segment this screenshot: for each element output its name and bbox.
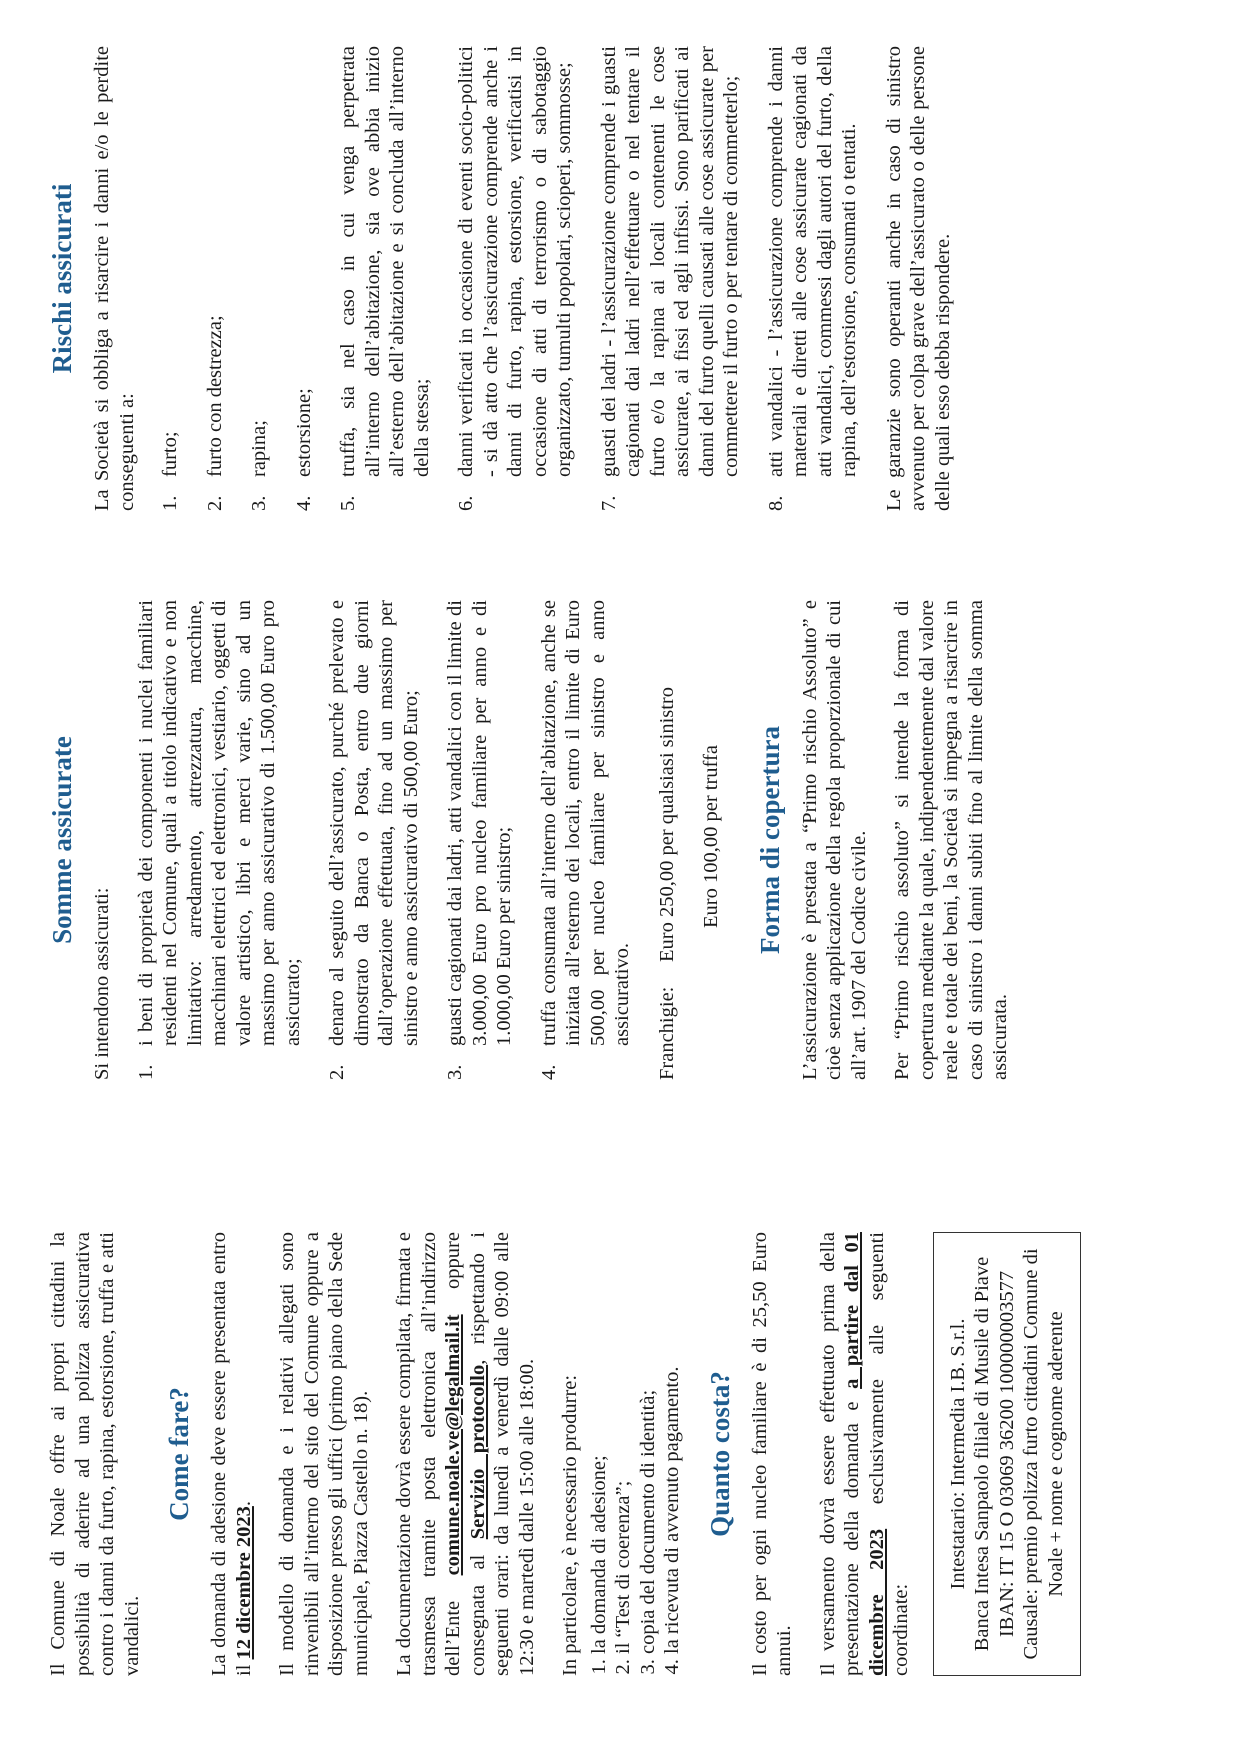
protocol-office: Servizio protocollo (466, 1364, 489, 1540)
item-number: 2. (203, 495, 226, 511)
item-number: 1. (134, 1064, 157, 1080)
cost-paragraph: Il costo per ogni nucleo familiare è di 25,50 Euro annui. (748, 1232, 795, 1676)
item-number: 7. (597, 495, 620, 511)
item-text: denaro al seguito dell’assicurato, purché prelevato e dimostrato da Banca o Posta, entro due giorni dall’operazione effettuata, fino ad un massimo per sinistro e anno assicurativo di 500,00 Euro; (326, 600, 422, 1046)
submission-mid: oppure consegnata al (442, 1232, 489, 1676)
bank-iban: IBAN: IT 15 O 03069 36200 100000003577 (995, 1270, 1018, 1638)
documents-list (587, 1232, 685, 1676)
item-text: rapina; (248, 420, 270, 477)
list-item (336, 46, 434, 511)
rischi-outro: Le garanzie sono operanti anche in caso di sinistro avvenuto per colpa grave dell’assicurato o delle persone delle quali esso debba rispondere. (882, 46, 954, 511)
item-number: 3. (248, 495, 270, 511)
list-item (537, 600, 635, 1080)
deadline-text: La domanda di adesione deve essere presentata entro il (208, 1232, 255, 1676)
item-text: guasti dei ladri - l’assicurazione comprende i guasti cagionati dai ladri nell’effettuare o nel tentare il furto e/o la rapina ai locali contenenti le cose assicurate, ai fissi ed agli infissi. Sono parificati ai danni del furto quelli causati alle cose assicurate per commettere il furto o per tentare di commetterlo; (597, 46, 742, 477)
column-middle (46, 600, 1032, 1080)
deadline-end: . (232, 1500, 255, 1507)
come-fare-heading: Come fare? (164, 1387, 194, 1521)
item-number: 3. (444, 1064, 466, 1080)
franchigia-general: Euro 250,00 per qualsiasi sinistro (655, 686, 678, 962)
bank-details-box (933, 1232, 1082, 1676)
item-text: truffa, sia nel caso in cui venga perpetrata all’interno dell’abitazione, sia ove abbia inizio all’esterno dell’abitazione e si concluda all’interno della stessa; (337, 46, 433, 477)
list-item (292, 46, 317, 511)
deadline-date: 12 dicembre 2023 (232, 1506, 255, 1660)
list-item (203, 46, 228, 511)
item-text: i beni di proprietà dei componenti i nuclei familiari residenti nel Comune, quali a titolo indicativo e non limitativo: arredamento, attrezzatura, macchine, macchinari elettrici ed elettronici, vestiario, oggetti di valore artistico, libri e merci varie, sino ad un massimo per anno assicurativo di 1.500,00 Euro pro assicurato; (134, 600, 304, 1046)
item-text: atti vandalici - l’assicurazione comprende i danni materiali e diretti alle cose assicurate cagionati da atti vandalici, commessi dagli autori del furto, della rapina, dell’estorsione, consumati o tentati. (764, 46, 860, 477)
rischi-assicurati-heading: Rischi assicurati (47, 183, 77, 374)
column-left (46, 1232, 1081, 1676)
submission-hours: , rispettando i seguenti orari: da lunedì a venerdì dalle 09:00 alle 12:30 e martedì dalle 15:00 alle 18:00. (466, 1232, 538, 1676)
bank-branch: Banca Intesa Sanpaolo filiale di Musile di Piave (971, 1256, 993, 1652)
somme-assicurate-heading: Somme assicurate (47, 736, 77, 944)
item-text: furto con destrezza; (203, 315, 226, 477)
item-number: 2. (326, 1064, 348, 1080)
item-number: 5. (337, 495, 359, 511)
list-item (325, 600, 423, 1080)
payment-end: esclusivamente alle seguenti coordinate: (865, 1232, 912, 1676)
franchigie-label: Franchigie: (655, 986, 678, 1080)
forms-paragraph: Il modello di domanda e i relativi allegati sono rinvenibili all’interno del sito del Comune oppure a disposizione presso gli uffici (primo piano della Sede municipale, Piazza Castello n. 18). (276, 1232, 372, 1676)
item-number: 4. (292, 495, 315, 511)
submission-text: La documentazione dovrà essere compilata, firmata e trasmessa tramite posta elettronica all’indirizzo dell’Ente (393, 1232, 464, 1676)
payment-paragraph (816, 1232, 914, 1676)
bank-holder: Intestatario: Intermedia I.B. S.r.l. (946, 1318, 969, 1590)
item-number: 8. (764, 495, 787, 511)
list-item (247, 46, 272, 511)
column-right (46, 46, 974, 511)
item-text: danni verificati in occasione di eventi socio-politici - si dà atto che l’assicurazione comprende anche i danni di furto, rapina, estorsione, verificatisi in occasione di atti di terrorismo o di sabotaggio organizzato, tumulti popolari, scioperi, sommosse; (455, 46, 575, 477)
list-item: 3. copia del documento di identità; (636, 1232, 661, 1654)
item-text: guasti cagionati dai ladri, atti vandalici con il limite di 3.000,00 Euro pro nucleo familiare per anno e di 1.000,00 Euro per sinistro; (444, 600, 515, 1046)
forma-copertura-heading: Forma di copertura (754, 726, 785, 954)
item-number: 4. (537, 1064, 560, 1080)
submission-paragraph (392, 1232, 539, 1676)
list-item: 1. la domanda di adesione; (587, 1232, 612, 1654)
item-number: 6. (455, 495, 477, 511)
quanto-costa-heading: Quanto costa? (704, 1371, 735, 1537)
intro-paragraph: Il Comune di Noale offre ai propri cittadini la possibilità di aderire ad una polizza assicurativa contro i danni da furto, rapina, estorsione, truffa e atti vandalici. (47, 1232, 143, 1676)
list-item (134, 600, 306, 1080)
somme-intro: Si intendono assicurati: (91, 887, 113, 1080)
rischi-list (158, 46, 862, 511)
deadline-paragraph (207, 1232, 256, 1676)
payment-start-date: a partire dal 01 dicembre 2023 (841, 1232, 888, 1676)
item-text: furto; (159, 431, 181, 477)
franchigie-row (655, 600, 680, 1080)
payment-text: Il versamento dovrà essere effettuato prima della presentazione della domanda e (816, 1232, 863, 1676)
list-item: 4. la ricevuta di avvenuto pagamento. (660, 1232, 685, 1654)
list-item: 2. il “Test di coerenza”; (611, 1232, 636, 1654)
pec-email-link[interactable]: comune.noale.ve@legalmail.it (442, 1314, 464, 1576)
list-item (158, 46, 183, 511)
item-text: estorsione; (292, 388, 315, 477)
list-item (597, 46, 744, 511)
list-item (454, 46, 577, 511)
forma-paragraph-2: Per “Primo rischio assoluto” si intende la forma di copertura mediante la quale, indipendentemente dal valore reale e totale dei beni, la Società si impegna a risarcire in caso di sinistro i danni subiti fino al limite della somma assicurata. (891, 600, 1011, 1080)
list-item (443, 600, 517, 1080)
list-item (764, 46, 862, 511)
franchigia-truffa: Euro 100,00 per truffa (700, 745, 722, 928)
item-text: truffa consumata all’interno dell’abitazione, anche se iniziata all’esterno dei locali, entro il limite di Euro 500,00 per nucleo familiare per sinistro e anno assicurativo. (537, 600, 633, 1046)
rischi-intro: La Società si obbliga a risarcire i danni e/o le perdite conseguenti a: (91, 46, 138, 511)
bank-causale: Causale: premio polizza furto cittadini Comune di Noale + nome e cognome aderente (1020, 1248, 1067, 1660)
documents-intro: In particolare, è necessario produrre: (559, 1374, 581, 1676)
somme-list (134, 600, 635, 1080)
forma-paragraph-1: L’assicurazione è prestata a “Primo rischio Assoluto” e cioè senza applicazione della regola proporzionale di cui all’art. 1907 del Codice civile. (798, 600, 870, 1080)
item-number: 1. (159, 495, 181, 511)
